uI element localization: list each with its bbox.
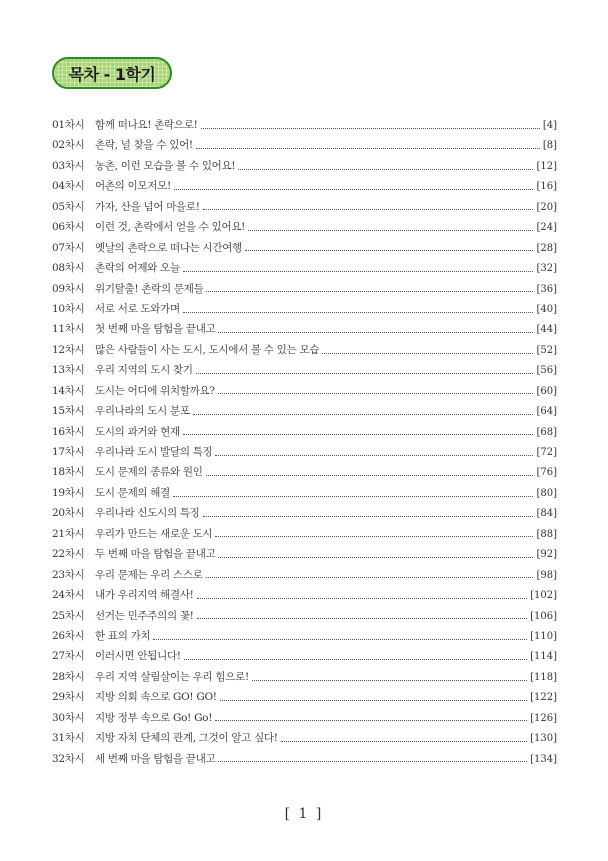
toc-page-ref: [118]: [530, 671, 557, 683]
toc-page-ref: [98]: [536, 569, 557, 581]
toc-dot-leader: [206, 475, 534, 476]
toc-title: 내가 우리지역 해결사!: [95, 589, 194, 602]
toc-dot-leader: [322, 353, 533, 354]
toc-session-number: 21차시: [52, 527, 85, 540]
toc-page-ref: [80]: [536, 487, 557, 499]
toc-dot-leader: [193, 414, 534, 415]
page-number: [ 1 ]: [284, 806, 324, 822]
toc-row[interactable]: [52, 646, 557, 666]
section-title: 목차 - 1학기: [68, 64, 156, 84]
toc-title: 우리나라 신도시의 특징: [95, 507, 200, 520]
toc-page-ref: [102]: [530, 590, 557, 602]
toc-title: 우리가 만드는 새로운 도시: [95, 527, 213, 540]
toc-row[interactable]: [52, 422, 557, 442]
toc-title: 도시 문제의 종류와 원인: [95, 466, 203, 479]
toc-dot-leader: [220, 700, 527, 701]
toc-page-ref: [68]: [536, 426, 557, 438]
toc-title: 우리나라의 도시 분포: [95, 405, 190, 418]
toc-dot-leader: [153, 639, 527, 640]
toc-title: 지방 의회 속으로 GO! GO!: [95, 691, 217, 704]
toc-dot-leader: [174, 189, 534, 190]
toc-row[interactable]: [52, 197, 557, 217]
toc-session-number: 28차시: [52, 670, 85, 683]
toc-row[interactable]: [52, 524, 557, 544]
toc-page-ref: [44]: [536, 324, 557, 336]
toc-row[interactable]: [52, 156, 557, 176]
toc-row[interactable]: [52, 401, 557, 421]
toc-title: 한 표의 가치: [95, 629, 151, 642]
toc-row[interactable]: [52, 135, 557, 155]
toc-row[interactable]: [52, 483, 557, 503]
toc-row[interactable]: [52, 176, 557, 196]
toc-dot-leader: [215, 720, 527, 721]
toc-dot-leader: [218, 761, 527, 762]
toc-title: 도시는 어디에 위치할까요?: [95, 384, 215, 397]
toc-page-ref: [20]: [536, 201, 557, 213]
toc-row[interactable]: [52, 687, 557, 707]
toc-dot-leader: [196, 373, 534, 374]
toc-session-number: 11차시: [52, 323, 85, 336]
toc-dot-leader: [218, 332, 533, 333]
toc-row[interactable]: [52, 462, 557, 482]
toc-dot-leader: [183, 271, 534, 272]
toc-row[interactable]: [52, 279, 557, 299]
toc-dot-leader: [183, 434, 534, 435]
toc-title: 도시의 과거와 현재: [95, 425, 180, 438]
toc-page-ref: [24]: [536, 222, 557, 234]
toc-session-number: 14차시: [52, 384, 85, 397]
toc-title: 가자, 산을 넘어 마을로!: [95, 200, 200, 213]
toc-session-number: 01차시: [52, 119, 85, 131]
toc-title: 어촌의 이모저모!: [95, 180, 171, 193]
toc-session-number: 04차시: [52, 180, 85, 193]
toc-row[interactable]: [52, 667, 557, 687]
toc-page-ref: [134]: [530, 753, 557, 765]
toc-page-ref: [84]: [536, 508, 557, 520]
toc-session-number: 29차시: [52, 691, 85, 704]
toc-row[interactable]: [52, 565, 557, 585]
toc-dot-leader: [218, 393, 534, 394]
toc-session-number: 27차시: [52, 650, 85, 663]
toc-page-ref: [16]: [536, 181, 557, 193]
toc-title: 도시 문제의 해결: [95, 486, 170, 499]
toc-title: 지방 자치 단체의 관계, 그것이 알고 싶다!: [95, 732, 278, 745]
toc-row[interactable]: [52, 217, 557, 237]
toc-title: 세 번째 마을 탐험을 끝내고: [95, 752, 216, 765]
toc-dot-leader: [252, 680, 527, 681]
toc-title: 첫 번째 마을 탐험을 끝내고: [95, 323, 216, 336]
toc-page-ref: [56]: [536, 365, 557, 377]
toc-dot-leader: [248, 230, 533, 231]
toc-session-number: 06차시: [52, 221, 85, 234]
toc-row[interactable]: [52, 319, 557, 339]
toc-row[interactable]: [52, 585, 557, 605]
toc-dot-leader: [197, 618, 528, 619]
toc-dot-leader: [173, 496, 533, 497]
toc-row[interactable]: [52, 708, 557, 728]
toc-page-ref: [32]: [536, 263, 557, 275]
toc-row[interactable]: [52, 381, 557, 401]
toc-dot-leader: [201, 128, 540, 129]
toc-page-ref: [64]: [536, 406, 557, 418]
toc-title: 이런 것, 촌락에서 얻을 수 있어요!: [95, 221, 246, 234]
toc-dot-leader: [196, 148, 540, 149]
toc-session-number: 12차시: [52, 343, 85, 356]
toc-title: 우리 지역 살림살이는 우리 힘으로!: [95, 670, 249, 683]
toc-page-ref: [110]: [530, 630, 557, 642]
toc-session-number: 02차시: [52, 139, 85, 152]
toc-session-number: 19차시: [52, 486, 85, 499]
toc-page-ref: [60]: [536, 385, 557, 397]
toc-page-ref: [126]: [530, 712, 557, 724]
toc-session-number: 13차시: [52, 364, 85, 377]
toc-row[interactable]: [52, 728, 557, 748]
toc-row[interactable]: [52, 238, 557, 258]
toc-session-number: 32차시: [52, 752, 85, 765]
toc-title: 농촌, 이런 모습을 볼 수 있어요!: [95, 159, 236, 172]
toc-dot-leader: [218, 557, 533, 558]
toc-session-number: 10차시: [52, 302, 85, 315]
section-title-badge: [52, 57, 172, 89]
toc-dot-leader: [206, 577, 534, 578]
toc-row[interactable]: [52, 258, 557, 278]
toc-title: 우리나라 도시 발달의 특징: [95, 446, 213, 458]
toc-title: 옛날의 촌락으로 떠나는 시간여행: [95, 241, 242, 254]
toc-dot-leader: [184, 659, 527, 660]
toc-page-ref: [52]: [536, 344, 557, 356]
toc-session-number: 03차시: [52, 159, 85, 172]
toc-row[interactable]: [52, 503, 557, 523]
toc-page-ref: [28]: [536, 242, 557, 254]
toc-title: 서로 서로 도와가며: [95, 302, 180, 315]
toc-title: 우리 지역의 도시 찾기: [95, 364, 193, 377]
toc-row[interactable]: [52, 360, 557, 380]
toc-session-number: 16차시: [52, 425, 85, 438]
toc-row[interactable]: [52, 606, 557, 626]
toc-session-number: 09차시: [52, 282, 85, 295]
toc-session-number: 20차시: [52, 507, 85, 520]
toc-session-number: 25차시: [52, 609, 85, 622]
toc-session-number: 22차시: [52, 548, 85, 561]
toc-dot-leader: [197, 598, 528, 599]
toc-session-number: 30차시: [52, 711, 85, 724]
toc-dot-leader: [206, 291, 533, 292]
toc-page-ref: [36]: [536, 283, 557, 295]
toc-title: 함께 떠나요! 촌락으로!: [95, 119, 198, 131]
toc-dot-leader: [203, 516, 534, 517]
toc-page-ref: [106]: [530, 610, 557, 622]
toc-title: 촌락, 널 찾을 수 있어!: [95, 139, 193, 152]
toc-page-ref: [130]: [530, 733, 557, 745]
toc-session-number: 15차시: [52, 405, 85, 418]
toc-dot-leader: [215, 536, 533, 537]
toc-page-ref: [72]: [536, 447, 557, 458]
toc-dot-leader: [183, 312, 534, 313]
toc-session-number: 31차시: [52, 732, 85, 745]
toc-page-ref: [92]: [536, 549, 557, 561]
toc-session-number: 05차시: [52, 200, 85, 213]
toc-title: 지방 정부 속으로 Go! Go!: [95, 711, 213, 724]
toc-title: 위기탈출! 촌락의 문제들: [95, 282, 204, 295]
toc-page-ref: [12]: [536, 160, 557, 172]
toc-title: 우리 문제는 우리 스스로: [95, 568, 203, 581]
toc-session-number: 18차시: [52, 466, 85, 479]
toc-row[interactable]: [52, 544, 557, 564]
toc-dot-leader: [203, 209, 534, 210]
toc-page-ref: [88]: [536, 528, 557, 540]
toc-session-number: 07차시: [52, 241, 85, 254]
toc-row[interactable]: [52, 749, 557, 769]
toc-session-number: 26차시: [52, 629, 85, 642]
toc-title: 많은 사람들이 사는 도시, 도시에서 볼 수 있는 모습: [95, 343, 320, 356]
toc-page-ref: [76]: [536, 467, 557, 479]
toc-page-ref: [40]: [536, 303, 557, 315]
toc-dot-leader: [245, 250, 534, 251]
toc-session-number: 17차시: [52, 446, 85, 458]
toc-row[interactable]: [52, 299, 557, 319]
toc-row[interactable]: [52, 442, 557, 462]
toc-session-number: 08차시: [52, 262, 85, 275]
toc-title: 두 번째 마을 탐험을 끝내고: [95, 548, 216, 561]
toc-page-ref: [4]: [542, 120, 557, 131]
toc-page-ref: [8]: [542, 140, 557, 152]
toc-title: 촌락의 어제와 오늘: [95, 262, 180, 275]
toc-session-number: 24차시: [52, 589, 85, 602]
toc-session-number: 23차시: [52, 568, 85, 581]
toc-title: 이러시면 안됩니다!: [95, 650, 181, 663]
table-of-contents: [52, 115, 557, 769]
toc-row[interactable]: [52, 115, 557, 135]
toc-row[interactable]: [52, 626, 557, 646]
toc-dot-leader: [215, 455, 533, 456]
toc-page-ref: [122]: [530, 692, 557, 704]
toc-dot-leader: [281, 741, 527, 742]
toc-row[interactable]: [52, 340, 557, 360]
toc-title: 선거는 민주주의의 꽃!: [95, 609, 194, 622]
toc-dot-leader: [238, 169, 533, 170]
toc-page-ref: [114]: [530, 651, 557, 663]
